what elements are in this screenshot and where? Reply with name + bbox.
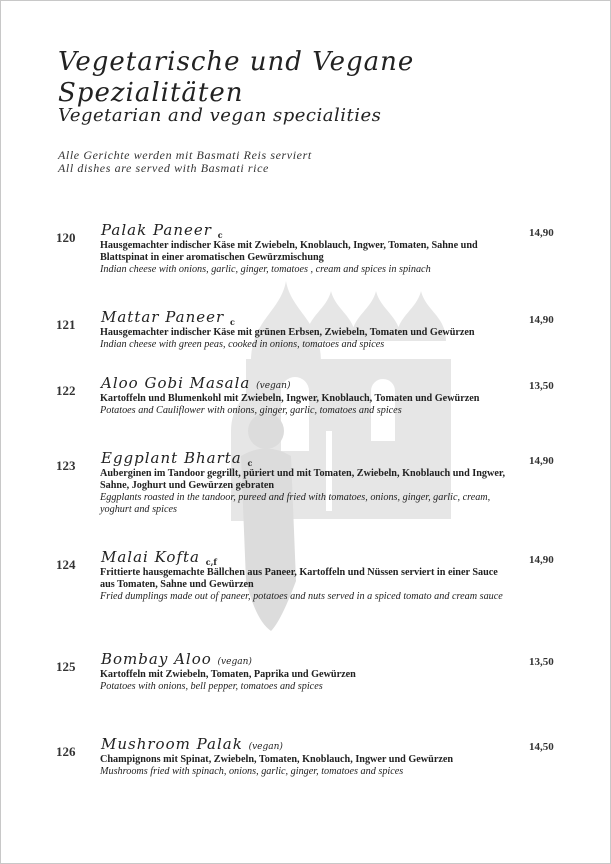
item-allergens: c bbox=[247, 458, 253, 468]
item-name-text: Mattar Paneer bbox=[101, 308, 225, 326]
heading-german-line2: Spezialitäten bbox=[58, 78, 244, 108]
item-name bbox=[101, 374, 290, 393]
item-number: 120 bbox=[56, 230, 76, 245]
item-price: 14,90 bbox=[529, 554, 554, 566]
heading-german-line1: Vegetarische und Vegane bbox=[58, 47, 415, 77]
item-description-german: Kartoffeln und Blumenkohl mit Zwiebeln, Ingwer, Knoblauch, Tomaten und Gewürzen bbox=[100, 393, 480, 404]
item-number: 123 bbox=[56, 458, 76, 473]
rice-note-english: All dishes are served with Basmati rice bbox=[58, 161, 269, 175]
item-allergens: c,f bbox=[205, 557, 217, 567]
item-number: 126 bbox=[56, 744, 76, 759]
item-name bbox=[101, 449, 252, 468]
item-tag: (vegan) bbox=[217, 657, 252, 667]
item-tag: (vegan) bbox=[248, 742, 283, 752]
item-number: 121 bbox=[56, 317, 76, 332]
item-description-german: Hausgemachter indischer Käse mit Zwiebeln, Knoblauch, Ingwer, Tomaten, Sahne und Blattspinat in einer aromatischen Gewürzmischung bbox=[100, 240, 478, 263]
item-description bbox=[100, 669, 510, 693]
item-price: 14,90 bbox=[529, 314, 554, 326]
item-description-english: Potatoes with onions, bell pepper, tomatoes and spices bbox=[100, 681, 323, 692]
item-name-text: Bombay Aloo bbox=[101, 650, 212, 668]
item-description-english: Fried dumplings made out of paneer, potatoes and nuts served in a spiced tomato and cream sauce bbox=[100, 591, 503, 602]
item-description-german: Hausgemachter indischer Käse mit grünen Erbsen, Zwiebeln, Tomaten und Gewürzen bbox=[100, 327, 475, 338]
item-description-english: Indian cheese with green peas, cooked in onions, tomatoes and spices bbox=[100, 339, 385, 350]
item-description bbox=[100, 468, 510, 516]
item-description bbox=[100, 240, 510, 276]
item-name-text: Eggplant Bharta bbox=[101, 449, 242, 467]
item-name bbox=[101, 308, 235, 327]
item-name bbox=[101, 735, 283, 754]
item-allergens: c bbox=[229, 317, 235, 327]
item-name-text: Aloo Gobi Masala bbox=[101, 374, 251, 392]
heading-english: Vegetarian and vegan specialities bbox=[58, 105, 382, 126]
item-price: 13,50 bbox=[529, 656, 554, 668]
item-number: 122 bbox=[56, 383, 76, 398]
item-description-english: Potatoes and Cauliflower with onions, ginger, garlic, tomatoes and spices bbox=[100, 405, 402, 416]
item-description-english: Eggplants roasted in the tandoor, pureed and fried with tomatoes, onions, ginger, garlic, cream, yoghurt and spices bbox=[100, 492, 491, 515]
item-description-german: Champignons mit Spinat, Zwiebeln, Tomaten, Knoblauch, Ingwer und Gewürzen bbox=[100, 754, 454, 765]
item-description bbox=[100, 393, 510, 417]
item-description bbox=[100, 567, 510, 603]
item-name bbox=[101, 548, 217, 567]
item-number: 124 bbox=[56, 557, 76, 572]
item-description bbox=[100, 754, 510, 778]
item-name bbox=[101, 650, 252, 669]
item-tag: (vegan) bbox=[256, 381, 291, 391]
item-description-english: Mushrooms fried with spinach, onions, garlic, ginger, tomatoes and spices bbox=[100, 766, 404, 777]
item-description bbox=[100, 327, 510, 351]
item-description-german: Frittierte hausgemachte Bällchen aus Paneer, Kartoffeln und Nüssen serviert in einer Sauce aus Tomaten, Sahne und Gewürzen bbox=[100, 567, 498, 590]
item-price: 13,50 bbox=[529, 380, 554, 392]
rice-note-german: Alle Gerichte werden mit Basmati Reis serviert bbox=[58, 148, 312, 162]
item-description-german: Auberginen im Tandoor gegrillt, püriert und mit Tomaten, Zwiebeln, Knoblauch und Ingwer, Sahne, Joghurt und Gewürzen gebraten bbox=[100, 468, 506, 491]
item-allergens: c bbox=[217, 230, 223, 240]
item-description-english: Indian cheese with onions, garlic, ginger, tomatoes , cream and spices in spinach bbox=[100, 264, 431, 275]
item-name-text: Palak Paneer bbox=[101, 221, 212, 239]
item-price: 14,90 bbox=[529, 455, 554, 467]
item-description-german: Kartoffeln mit Zwiebeln, Tomaten, Paprika und Gewürzen bbox=[100, 669, 356, 680]
item-price: 14,50 bbox=[529, 741, 554, 753]
item-price: 14,90 bbox=[529, 227, 554, 239]
item-number: 125 bbox=[56, 659, 76, 674]
item-name-text: Malai Kofta bbox=[101, 548, 200, 566]
item-name bbox=[101, 221, 223, 240]
item-name-text: Mushroom Palak bbox=[101, 735, 243, 753]
